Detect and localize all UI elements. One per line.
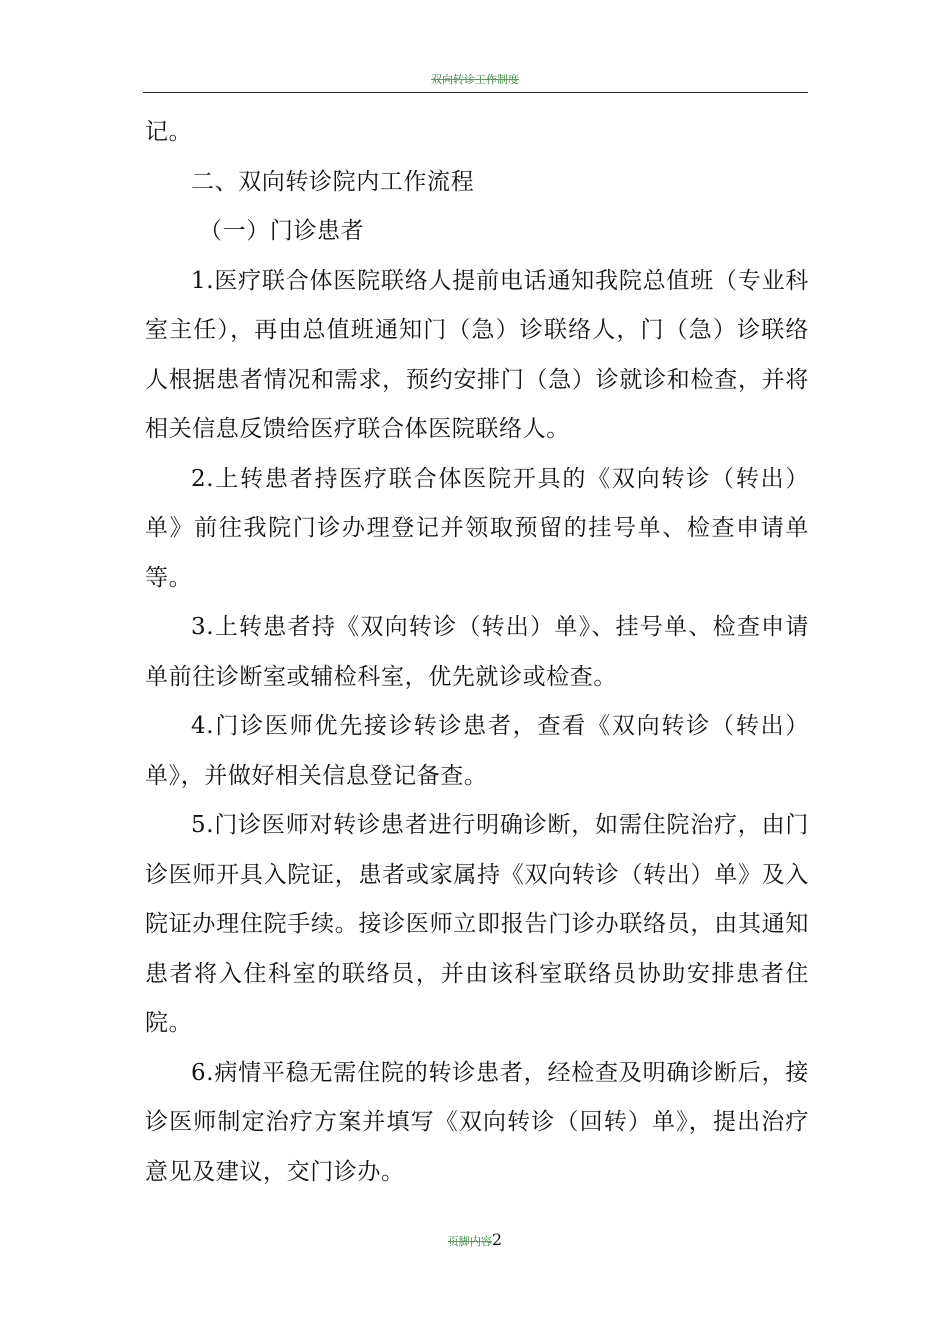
paragraph-continuation: 记。: [145, 119, 193, 145]
header-title: 双向转诊工作制度: [431, 73, 519, 86]
paragraph-item-3: 3.上转患者持《双向转诊（转出）单》、挂号单、检查申请单前往诊断室或辅检科室，优先就诊或检查。: [145, 614, 809, 690]
page-footer: [0, 1230, 950, 1249]
paragraph-item-4: 4.门诊医师优先接诊转诊患者，查看《双向转诊（转出）单》，并做好相关信息登记备查。: [145, 713, 809, 789]
header-divider: [143, 92, 808, 93]
paragraph-item-1: 1.医疗联合体医院联络人提前电话通知我院总值班（专业科室主任），再由总值班通知门（急）诊联络人，门（急）诊联络人根据患者情况和需求，预约安排门（急）诊就诊和检查，并将相关信息反馈给医疗联合体医院联络人。: [145, 267, 809, 442]
paragraph-item-2: 2.上转患者持医疗联合体医院开具的《双向转诊（转出）单》前往我院门诊办理登记并领取预留的挂号单、检查申请单等。: [145, 465, 809, 591]
paragraph-item-5: 5.门诊医师对转诊患者进行明确诊断，如需住院治疗，由门诊医师开具入院证，患者或家属持《双向转诊（转出）单》及入院证办理住院手续。接诊医师立即报告门诊办联络员，由其通知患者将入住科室的联络员，并由该科室联络员协助安排患者住院。: [145, 812, 809, 1036]
paragraph-item-6: 6.病情平稳无需住院的转诊患者，经检查及明确诊断后，接诊医师制定治疗方案并填写《双向转诊（回转）单》，提出治疗意见及建议，交门诊办。: [145, 1059, 809, 1185]
subsection-heading: （一）门诊患者: [199, 218, 365, 244]
footer-label: 页脚内容: [447, 1235, 492, 1248]
page-number: 2: [491, 1230, 503, 1249]
section-heading: 二、双向转诊院内工作流程: [191, 168, 475, 195]
document-body: [145, 108, 809, 1197]
